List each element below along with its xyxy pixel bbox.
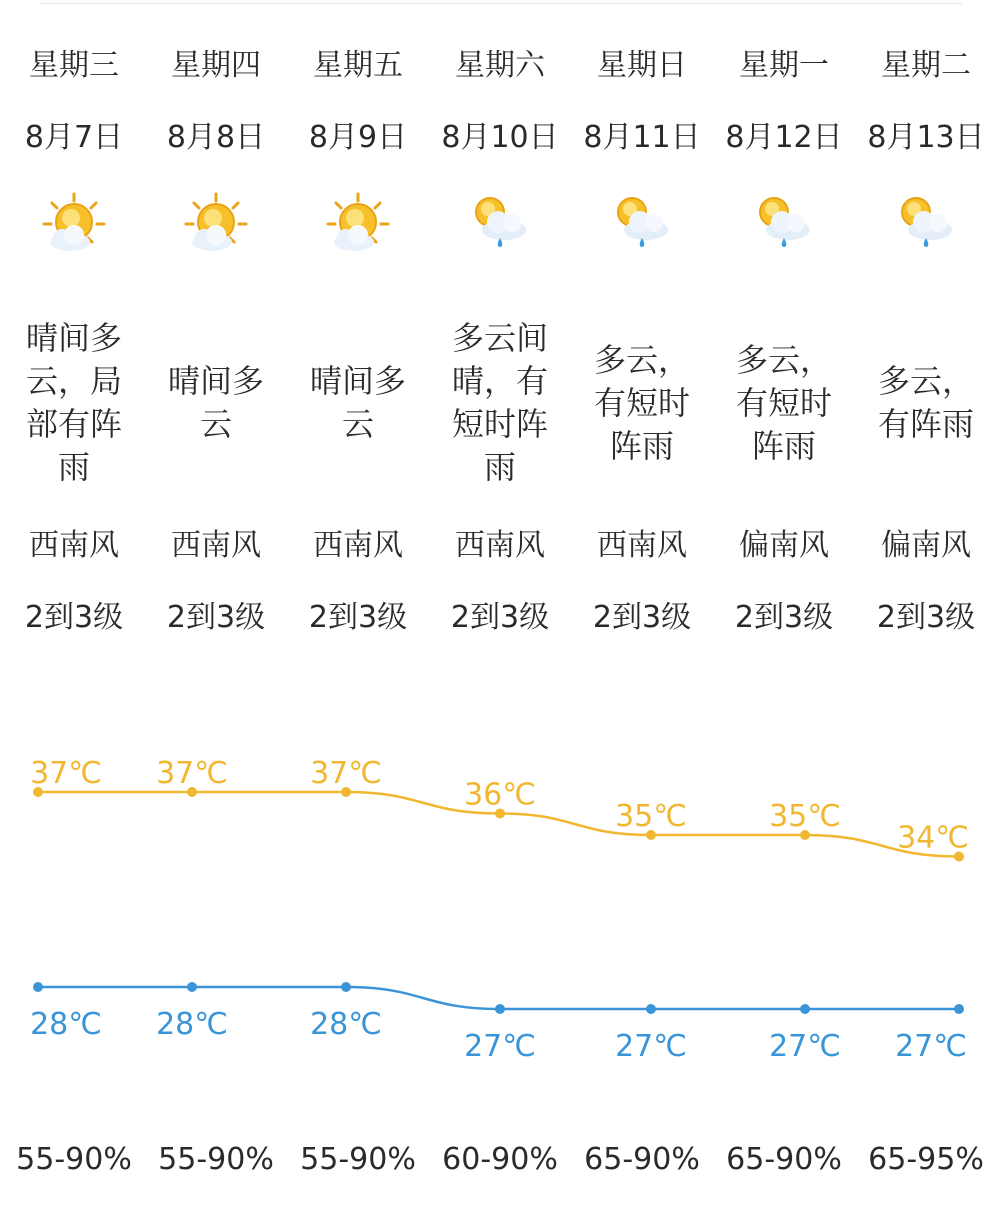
description-row [0, 308, 1002, 498]
cloud-rain-icon [571, 192, 713, 262]
low-temp-point [33, 982, 43, 992]
low-temp-label: 27℃ [895, 1029, 967, 1060]
high-temp-label: 35℃ [615, 799, 687, 834]
wind-level: 2到3级 [734, 600, 834, 635]
high-temp-label: 37℃ [156, 756, 228, 791]
humidity-value: 55-90% [16, 1142, 132, 1177]
low-temp-point [800, 1004, 810, 1014]
weather-description-text: 多云间晴，有短时阵雨 [451, 319, 548, 486]
date-row [0, 112, 1002, 172]
low-temp-point [954, 1004, 964, 1014]
date-label: 8月8日 [166, 120, 266, 155]
humidity-value: 65-95% [868, 1142, 984, 1177]
weather-description [571, 308, 713, 498]
low-temp-point [187, 982, 197, 992]
wind-direction: 西南风 [455, 528, 545, 563]
date-label: 8月10日 [441, 120, 559, 155]
wind-level: 2到3级 [450, 600, 550, 635]
high-temp-label: 37℃ [310, 756, 382, 791]
weather-description-text: 晴间多云 [309, 362, 406, 443]
weather-description [3, 308, 145, 498]
weather-description [287, 308, 429, 498]
weather-description [855, 308, 997, 498]
date-label: 8月13日 [867, 120, 985, 155]
date-label: 8月12日 [725, 120, 843, 155]
sun-cloud-icon [145, 192, 287, 262]
high-temp-label: 37℃ [30, 756, 102, 791]
cloud-rain-icon [713, 192, 855, 262]
low-temp-label: 27℃ [464, 1029, 536, 1060]
weather-description-text: 晴间多云，局部有阵雨 [25, 319, 122, 486]
wind-level: 2到3级 [24, 600, 124, 635]
wind-direction: 西南风 [597, 528, 687, 563]
wind-level-row [0, 592, 1002, 652]
humidity-value: 60-90% [442, 1142, 558, 1177]
low-temp-label: 28℃ [30, 1007, 102, 1042]
weather-description-text: 晴间多云 [167, 362, 264, 443]
weekday-label: 星期四 [171, 48, 261, 83]
low-temp-label: 28℃ [310, 1007, 382, 1042]
high-temp-label: 34℃ [897, 820, 969, 856]
wind-level: 2到3级 [592, 600, 692, 635]
weather-description [145, 308, 287, 498]
low-temp-point [495, 1004, 505, 1014]
humidity-value: 55-90% [300, 1142, 416, 1177]
low-temp-label: 28℃ [156, 1007, 228, 1042]
high-temp-label: 36℃ [464, 777, 536, 813]
weather-icon-row [0, 192, 1002, 252]
wind-direction-row [0, 520, 1002, 580]
weather-description-text: 多云，有短时阵雨 [593, 340, 690, 465]
low-temp-label: 27℃ [769, 1029, 841, 1060]
date-label: 8月9日 [308, 120, 408, 155]
date-label: 8月7日 [24, 120, 124, 155]
cloud-rain-icon [855, 192, 997, 262]
high-temp-label: 35℃ [769, 799, 841, 834]
low-temp-point [341, 982, 351, 992]
weather-description-text: 多云，有阵雨 [877, 362, 974, 443]
humidity-value: 55-90% [158, 1142, 274, 1177]
wind-direction: 偏南风 [881, 528, 971, 563]
low-temp-point [646, 1004, 656, 1014]
weekday-label: 星期五 [313, 48, 403, 83]
wind-direction: 西南风 [313, 528, 403, 563]
cloud-rain-icon [429, 192, 571, 262]
humidity-value: 65-90% [726, 1142, 842, 1177]
weekday-label: 星期三 [29, 48, 119, 83]
weekday-label: 星期二 [881, 48, 971, 83]
temperature-line-chart [0, 740, 1002, 1060]
weather-description [713, 308, 855, 498]
top-divider [40, 3, 962, 4]
wind-direction: 偏南风 [739, 528, 829, 563]
wind-level: 2到3级 [308, 600, 408, 635]
humidity-row [0, 1142, 1002, 1202]
wind-direction: 西南风 [29, 528, 119, 563]
weekday-row [0, 40, 1002, 100]
wind-direction: 西南风 [171, 528, 261, 563]
weather-description [429, 308, 571, 498]
weekday-label: 星期一 [739, 48, 829, 83]
wind-level: 2到3级 [166, 600, 266, 635]
humidity-value: 65-90% [584, 1142, 700, 1177]
sun-cloud-icon [3, 192, 145, 262]
wind-level: 2到3级 [876, 600, 976, 635]
sun-cloud-icon [287, 192, 429, 262]
date-label: 8月11日 [583, 120, 701, 155]
weekday-label: 星期日 [597, 48, 687, 83]
weekday-label: 星期六 [455, 48, 545, 83]
weather-description-text: 多云，有短时阵雨 [735, 340, 832, 465]
low-temp-label: 27℃ [615, 1029, 687, 1060]
